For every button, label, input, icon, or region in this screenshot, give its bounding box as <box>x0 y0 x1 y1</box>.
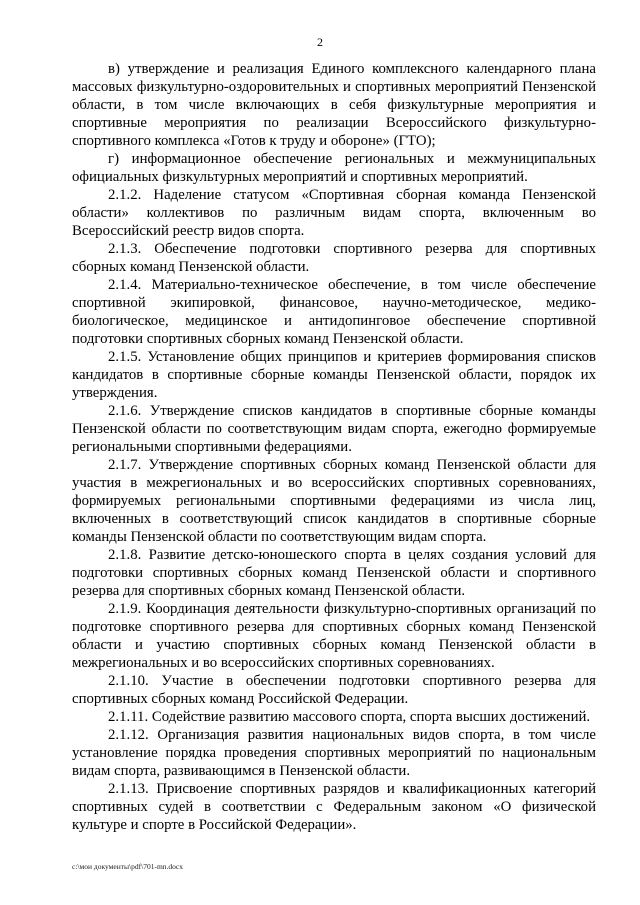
paragraph-2-1-3: 2.1.3. Обеспечение подготовки спортивного резерва для спортивных сборных команд Пензенской области. <box>72 241 596 275</box>
paragraph-2-1-2: 2.1.2. Наделение статусом «Спортивная сборная команда Пензенской области» коллективов по различным видам спорта, включенным во Всероссийский реестр видов спорта. <box>72 187 596 239</box>
paragraph-2-1-8: 2.1.8. Развитие детско-юношеского спорта в целях создания условий для подготовки спортивных сборных команд Пензенской области и спортивного резерва для спортивных сборных команд Пензенской области. <box>72 547 596 599</box>
page-number: 2 <box>317 35 323 49</box>
paragraph-2-1-12: 2.1.12. Организация развития национальных видов спорта, в том числе установление порядка проведения спортивных мероприятий по национальным видам спорта, развивающимся в Пензенской области. <box>72 727 596 779</box>
paragraph-2-1-10: 2.1.10. Участие в обеспечении подготовки спортивного резерва для спортивных сборных команд Российской Федерации. <box>72 673 596 707</box>
paragraph-2-1-7: 2.1.7. Утверждение спортивных сборных команд Пензенской области для участия в межрегиональных и во всероссийских спортивных соревнованиях, формируемых региональными спортивными федерациями из числа лиц, включенных в соответствующий список кандидатов в спортивные сборные команды Пензенской области по соответствующим видам спорта. <box>72 457 596 545</box>
paragraph-2-1-5: 2.1.5. Установление общих принципов и критериев формирования списков кандидатов в спортивные сборные команды Пензенской области, порядок их утверждения. <box>72 349 596 401</box>
paragraph-2-1-9: 2.1.9. Координация деятельности физкультурно-спортивных организаций по подготовке спортивного резерва для спортивных сборных команд Пензенской области и участию спортивных сборных команд Пензенской области в межрегиональных и во всероссийских спортивных соревнованиях. <box>72 601 596 671</box>
document-body <box>72 60 596 834</box>
paragraph-2-1-4: 2.1.4. Материально-техническое обеспечение, в том числе обеспечение спортивной экипировкой, финансовое, научно-методическое, медико-биологическое, медицинское и антидопинговое обеспечение спортивной подготовки спортивных сборных команд Пензенской области. <box>72 277 596 347</box>
paragraph-2-1-11: 2.1.11. Содействие развитию массового спорта, спорта высших достижений. <box>108 709 591 725</box>
paragraph-2-1-13: 2.1.13. Присвоение спортивных разрядов и квалификационных категорий спортивных судей в соответствии с Федеральным законом «О физической культуре и спорте в Российской Федерации». <box>72 781 596 833</box>
paragraph-item-v: в) утверждение и реализация Единого комплексного календарного плана массовых физкультурно-оздоровительных и спортивных мероприятий Пензенской области, в том числе включающих в себя физкультурные мероприятия и спортивные мероприятия по реализации Всероссийского физкультурно-спортивного комплекса «Готов к труду и обороне» (ГТО); <box>72 61 596 149</box>
footer-file-path: c:\мои документы\pdf\701-mn.docx <box>72 862 183 871</box>
paragraph-item-g: г) информационное обеспечение региональных и межмуниципальных официальных физкультурных мероприятий и спортивных мероприятий. <box>72 151 596 185</box>
paragraph-2-1-6: 2.1.6. Утверждение списков кандидатов в спортивные сборные команды Пензенской области по соответствующим видам спорта, ежегодно формируемые региональными спортивными федерациями. <box>72 403 596 455</box>
